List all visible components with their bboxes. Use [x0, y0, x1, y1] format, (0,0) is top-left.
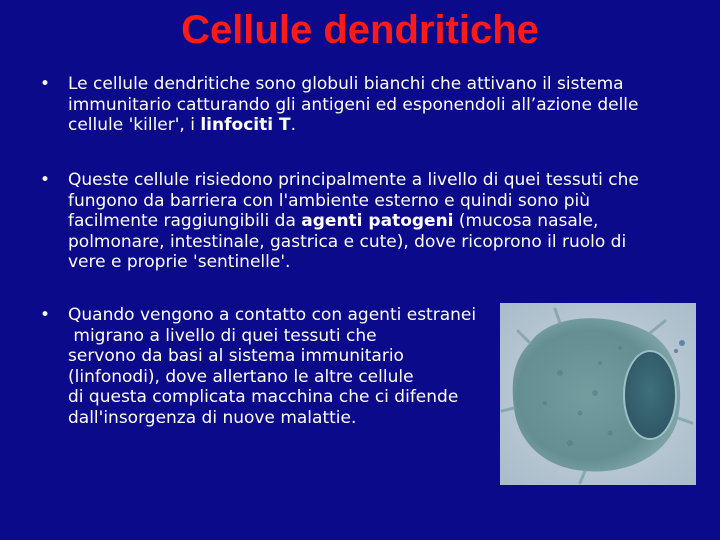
bullet-line: fungono da barriera con l'ambiente esterno e quindi sono più — [68, 190, 591, 211]
text-run: Le — [68, 74, 94, 94]
bullet-line: Queste cellule risiedono principalmente a livello di quei tessuti che — [68, 170, 639, 190]
bullet-line — [68, 115, 638, 136]
bullet-line: di questa complicata macchina che ci difende — [68, 387, 459, 407]
text-run: (mucosa nasale, — [453, 211, 599, 231]
bullet-3-text — [68, 305, 476, 428]
bullet-line: immunitario catturando gli antigeni ed esponendoli all’azione delle — [68, 94, 639, 115]
text-run-bold: linfociti T — [200, 115, 291, 135]
text-run: . — [290, 115, 296, 135]
bullet-line: Quando vengono a contatto con agenti estranei — [68, 305, 477, 325]
slide-title: Cellule dendritiche — [181, 8, 539, 52]
bullet-line: servono da basi al sistema immunitario — [68, 346, 404, 366]
bullet-line: polmonare, intestinale, gastrica e cute), dove ricoprono il ruolo di — [68, 231, 627, 252]
text-run: sono globuli bianchi che attivano il sistema — [250, 74, 624, 94]
dendritic-cell-image — [500, 303, 696, 485]
bullet-line — [68, 74, 638, 95]
bullet-line: vere e proprie 'sentinelle'. — [68, 252, 291, 272]
bullet-symbol: • — [40, 305, 51, 325]
bullet-line: (linfonodi), dove allertano le altre cellule — [68, 366, 414, 387]
text-run-bold: agenti patogeni — [301, 211, 454, 231]
dendritic-cell-illustration — [500, 303, 696, 485]
bullet-symbol: • — [40, 170, 51, 190]
bullet-line — [68, 211, 639, 232]
bullet-1-text — [68, 74, 638, 136]
text-run: cellule 'killer', i — [68, 115, 201, 135]
bullet-symbol: • — [40, 74, 51, 94]
bullet-line: dall'insorgenza di nuove malattie. — [68, 407, 357, 428]
text-run: facilmente raggiungibili da — [68, 211, 302, 231]
bullet-2-text — [68, 170, 639, 273]
text-run-emphasis: cellule dendritiche — [93, 74, 251, 94]
bullet-line: migrano a livello di quei tessuti che — [68, 325, 377, 346]
